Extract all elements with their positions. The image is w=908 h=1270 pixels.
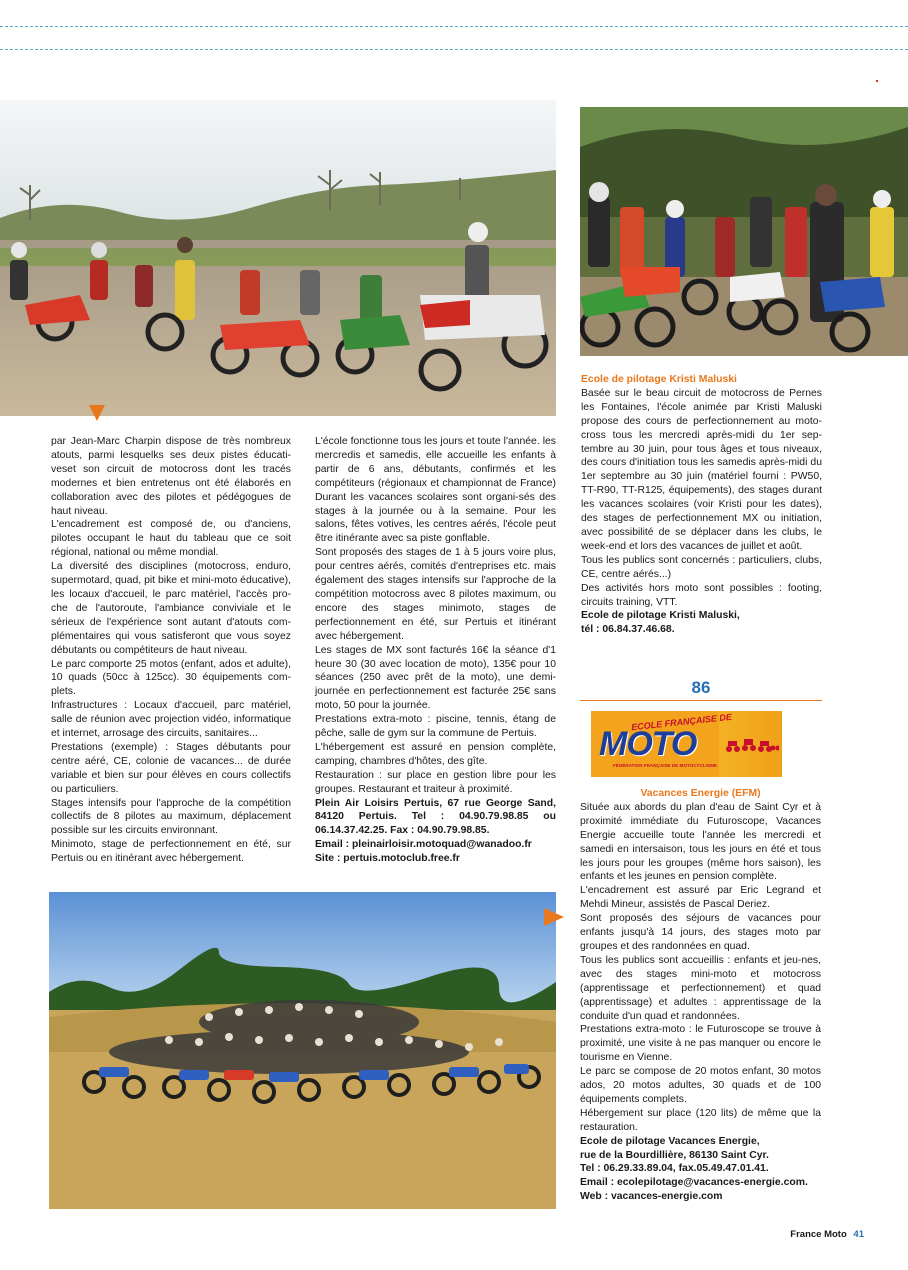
efm-logo <box>591 711 782 777</box>
vacances-energie-paragraph: L'encadrement est assuré par Eric Legrand et Mehdi Mineur, assistés de Pascal Deriez. <box>580 885 821 911</box>
col2-paragraph: Sont proposés des stages de 1 à 5 jours voire plus, pour centres aérés, comités d'entreprises etc. mais également des stages intensifs sur l'approche de la compétition motocross avec 8 pilotes maximum, ou encore des stages minimoto, stages de perfectionnement en été, sur Pertuis et itinérant avec hébergement. <box>315 547 556 642</box>
article-column-3-maluski <box>581 373 822 637</box>
col1-paragraph: Stages intensifs pour l'approche de la compétition collectifs de 8 pilotes au maximum, déplacement possible sur les circuits environnant. <box>51 797 291 837</box>
maluski-heading: Ecole de pilotage Kristi Maluski <box>581 374 737 385</box>
maluski-paragraph: Tous les publics sont concernés : particuliers, clubs, CE, centre aérés...) <box>581 554 822 580</box>
col1-paragraph: L'encadrement est composé de, ou d'anciens, pilotes occupant le haut du tableau que ce soit régional, national ou même mondial. <box>51 519 291 559</box>
vacances-energie-paragraph: Hébergement sur place (120 lits) de même que la restauration. <box>580 1107 821 1133</box>
maluski-contact-phone: tél : 06.84.37.46.68. <box>581 624 675 636</box>
header-dotted-line-bottom <box>0 49 908 50</box>
col1-paragraph: La diversité des disciplines (motocross, enduro, supermotard, quad, pit bike et mini-moto éducative), les locaux d'accueil, le parc matériel, l'accès pro-che de l'autoroute, l'ambiance conviviale et le sérieux de l'expérience sont autant d'atouts com-plémentaires qui vous satisferont que vous soyez débutants ou compétiteurs de haut niveau. <box>51 561 291 656</box>
col2-paragraph: Prestations extra-moto : piscine, tennis, étang de pêche, salle de gym sur la commune de Pertuis. <box>315 714 556 740</box>
page-footer <box>790 1229 864 1240</box>
motorcycle-silhouettes-icon <box>725 733 779 755</box>
col2-paragraph: Restauration : sur place en gestion libre pour les groupes. Restaurant et traiteur à proximité. <box>315 769 556 795</box>
vacances-energie-contact-email[interactable]: Email : ecolepilotage@vacances-energie.com. <box>580 1177 808 1189</box>
col2-paragraph: Les stages de MX sont facturés 16€ la séance d'1 heure 30 (30 avec location de moto), 135€ pour 10 séances (250 avec prêt de la moto), une demi-journée en perfectionnement est facturée 25€ sans moto, 50 pour la journée. <box>315 644 556 712</box>
maluski-contact-name: Ecole de pilotage Kristi Maluski, <box>581 610 740 622</box>
section-rule <box>580 700 822 701</box>
vacances-energie-heading: Vacances Energie (EFM) <box>640 788 761 799</box>
vacances-energie-paragraph: Tous les publics sont accueillis : enfants et jeu-nes, avec des stages mini-moto et motocross (apprentissage et perfectionnement) et quad (apprentissage) et adultes : apprentissage de la conduite d'un quad et randonnées. <box>580 954 821 1022</box>
header-dotted-line-top <box>0 26 908 27</box>
vacances-energie-paragraph: Le parc se compose de 20 motos enfant, 30 motos ados, 20 motos adultes, 30 quads et de 100 équipements complets. <box>580 1066 821 1105</box>
bottom-photo <box>49 892 556 1209</box>
col2-contact-address: Plein Air Loisirs Pertuis, 67 rue George Sand, 84120 Pertuis. Tel : 04.90.79.98.85 ou 06.14.37.42.25. Fax : 04.90.79.98.85. <box>315 797 556 837</box>
col1-paragraph: par Jean-Marc Charpin dispose de très nombreux atouts, parmi lesquelks ses deux pistes éducati-veset son circuit de motocross dont les tracés modernes et bien entretenus ont été élaborés en collaboration avec des pilotes et pédégogues de haut niveau. <box>51 436 291 517</box>
department-number: 86 <box>691 678 711 697</box>
efm-logo-line1: ECOLE FRANÇAISE DE <box>630 711 733 733</box>
vacances-energie-contact-name: Ecole de pilotage Vacances Energie, <box>580 1135 760 1147</box>
col1-paragraph: Infrastructures : Locaux d'accueil, parc matériel, salle de réunion avec projection vidéo, informatique et internet, arrosage des circuits, sanitaires... <box>51 700 291 740</box>
vacances-energie-paragraph: Sont proposés des séjours de vacances pour enfants jusqu'à 14 jours, des stages moto par groupes et des randonnées en quad. <box>580 913 821 952</box>
efm-logo-line3: FÉDÉRATION FRANÇAISE DE MOTOCYCLISME <box>613 763 717 768</box>
maluski-paragraph: Basée sur le beau circuit de motocross de Pernes les Fontaines, l'école animée par Kristi Maluski propose des cours de perfectionnement au moto-cross tous les mercredi après-midi du 1er sep-tembre au 30 juin, pour tous âges et tous niveaux, des cours d'initiation tous les samedis après-midi du 1er septembre au 30 juin (matériel fourni : PW50, TT-R90, TT-R125, équipements), des stages durant les vacances scolaires (voir Kristi pour les dates), des stages de perfectionnement MX ou initiation, avec possibilité de se déplacer dans les clubs, le week-end et lors des vacances de juillet et août. <box>581 387 822 552</box>
article-column-1 <box>51 435 291 866</box>
vacances-energie-paragraph: Prestations extra-moto : le Futuroscope se trouve à proximité, une visite à ne pas manquer ou encore le tourisme en Vienne. <box>580 1024 821 1064</box>
col1-paragraph: Minimoto, stage de perfectionnement en été, sur Pertuis ou en itinérant avec hébergement. <box>51 839 291 865</box>
efm-logo-line2: MOTO <box>599 725 697 763</box>
article-column-3-vacances-energie <box>580 787 821 1204</box>
vacances-energie-contact-web[interactable]: Web : vacances-energie.com <box>580 1191 723 1203</box>
col1-paragraph: Prestations (exemple) : Stages débutants pour centre aéré, CE, colonie de vacances... de durée variable et bien sur pour élèves en cours collectifs ou particuliers. <box>51 741 291 795</box>
col2-paragraph: L'école fonctionne tous les jours et toute l'année. les mercredis et samedis, elle accueille les enfants à partir de 6 ans, débutants, confirmés et les compétiteurs (régionaux et championnat de France) Durant les vacances scolaires sont organi-sés des stages à la journée ou à la semaine. Pour les salons, fêtes votives, les centres aérés, l'école peut être itinérante avec sa piste gonflable. <box>315 436 556 545</box>
orange-arrow-right-icon <box>544 908 564 926</box>
magazine-name: France Moto <box>790 1229 847 1240</box>
top-right-photo <box>580 107 908 356</box>
article-column-2 <box>315 435 556 866</box>
vacances-energie-paragraph: Située aux abords du plan d'eau de Saint Cyr et à proximité immédiate du Futuroscope, Vacances Energie accueille toute l'année les mercredi et samedi en intersaison, tous les jours en été et tous les jours pour les groupes (même hors saison), les enfants et les jeunes en pension complète. <box>580 801 821 883</box>
top-left-photo <box>0 100 556 416</box>
orange-arrow-down-icon <box>89 405 105 421</box>
col2-paragraph: L'hébergement est assuré en pension complète, camping, chambres d'hôtes, des gîte. <box>315 741 556 767</box>
page-number: 41 <box>853 1229 864 1240</box>
col2-contact-email[interactable]: Email : pleinairloisir.motoquad@wanadoo.fr <box>315 839 532 851</box>
red-dot-mark <box>876 80 878 82</box>
vacances-energie-contact-address: rue de la Bourdillière, 86130 Saint Cyr. <box>580 1149 769 1161</box>
col1-paragraph: Le parc comporte 25 motos (enfant, ados et adulte), 10 quads (50cc à 125cc). 30 équipements com-plets. <box>51 658 291 698</box>
vacances-energie-contact-phone: Tel : 06.29.33.89.04, fax.05.49.47.01.41. <box>580 1163 769 1175</box>
maluski-paragraph: Des activités hors moto sont possibles : footing, circuits training, VTT. <box>581 582 822 608</box>
col2-contact-site[interactable]: Site : pertuis.motoclub.free.fr <box>315 853 460 865</box>
